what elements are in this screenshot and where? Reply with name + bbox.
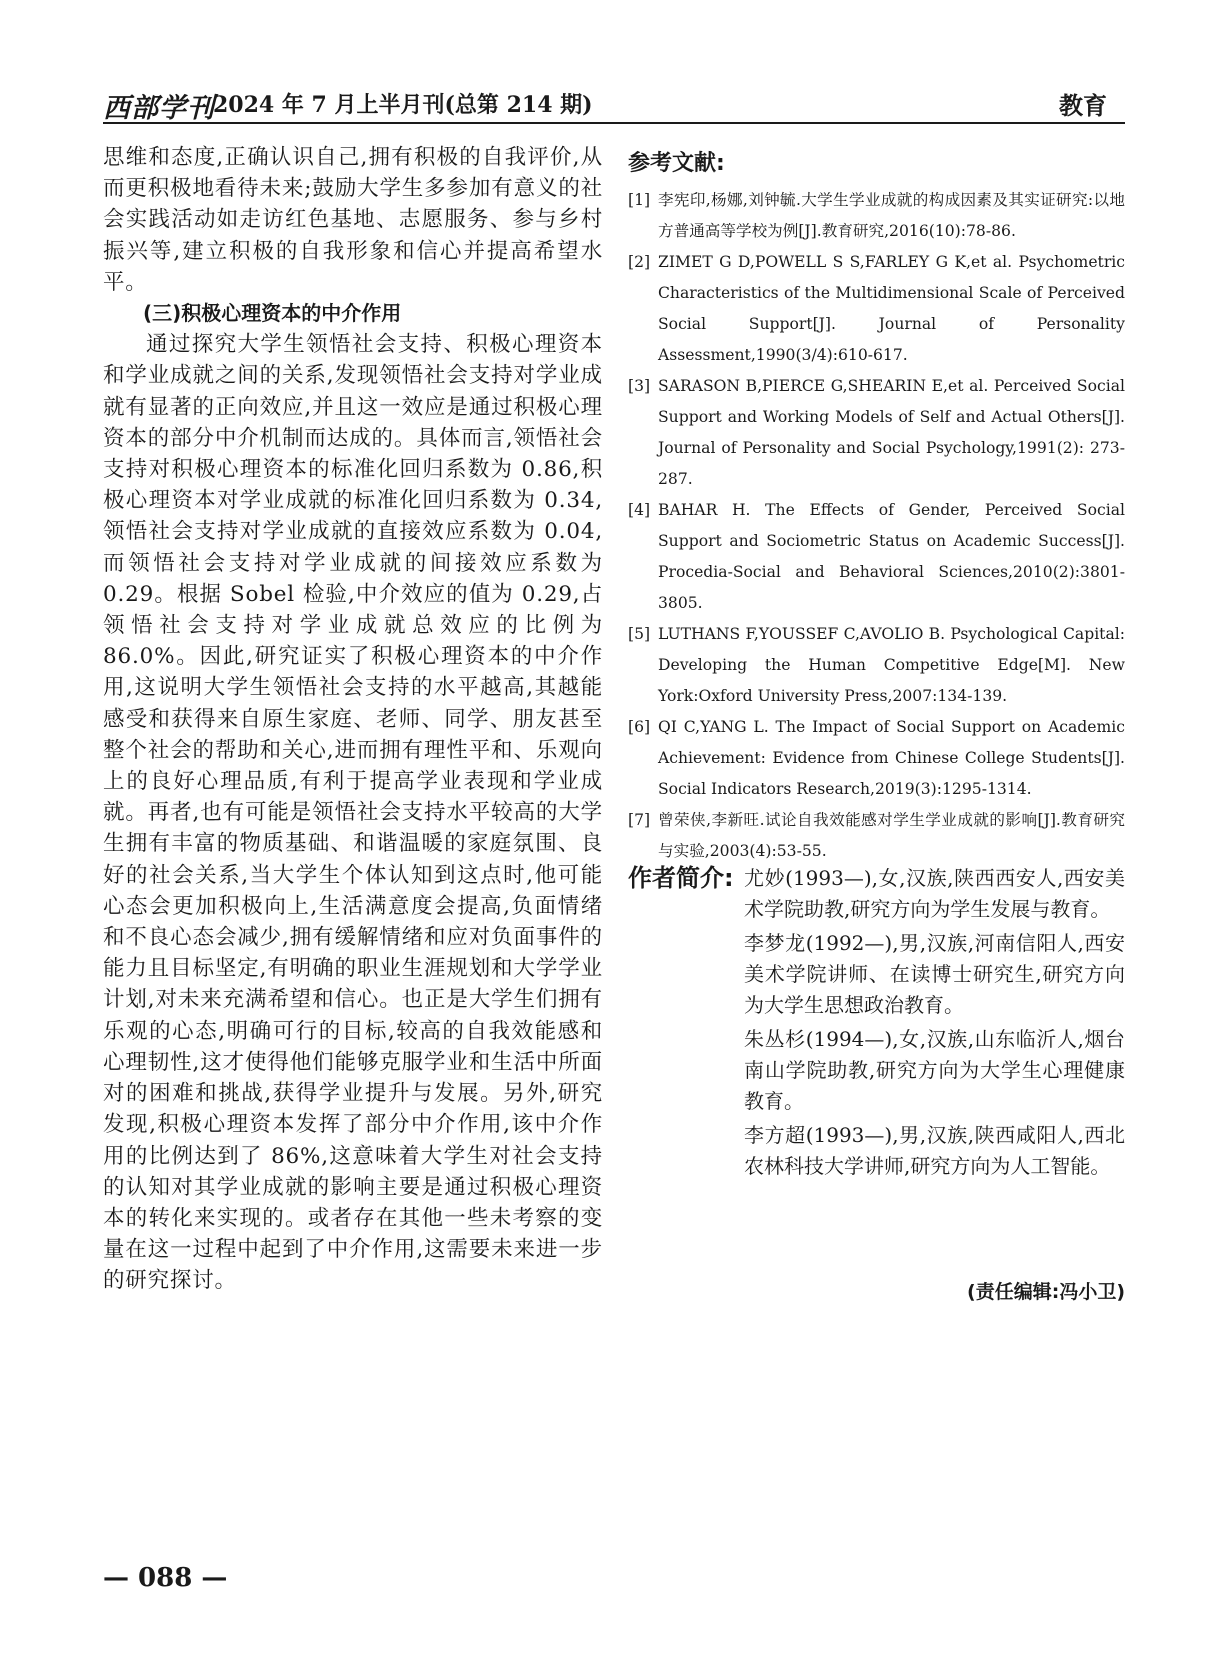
author-bio-label: 作者简介: [628, 864, 734, 892]
reference-item [628, 371, 1125, 495]
references-title: 参考文献: [628, 151, 725, 176]
reference-number: [6] [628, 718, 651, 736]
author-bio-section [628, 863, 1125, 1185]
reference-number: [7] [628, 811, 651, 829]
body-paragraph-continued: 思维和态度,正确认识自己,拥有积极的自我评价,从而更积极地看待未来;鼓励大学生多参加有意义的社会实践活动如走访红色基地、志愿服务、参与乡村振兴等,建立积极的自我形象和信心并提高希望水平。 [103, 145, 603, 295]
reference-number: [1] [628, 191, 651, 209]
reference-text: QI C,YANG L. The Impact of Social Support on Academic Achievement: Evidence from Chinese College Students[J]. Social Indicators Research,2019(3):1295-1314. [658, 718, 1125, 798]
left-column [103, 142, 603, 1297]
reference-item [628, 712, 1125, 805]
author-entry: 李梦龙(1992—),男,汉族,河南信阳人,西安美术学院讲师、在读博士研究生,研究方向为大学生思想政治教育。 [744, 931, 1125, 1017]
reference-text: SARASON B,PIERCE G,SHEARIN E,et al. Perceived Social Support and Working Models of Self and Actual Others[J]. Journal of Personality and Social Psychology,1991(2): 273-287. [658, 377, 1125, 488]
author-entry: 尤妙(1993—),女,汉族,陕西西安人,西安美术学院助教,研究方向为学生发展与教育。 [744, 866, 1125, 921]
section-subheading: (三)积极心理资本的中介作用 [143, 301, 402, 326]
reference-item [628, 495, 1125, 619]
responsible-editor: (责任编辑:冯小卫) [967, 1281, 1125, 1303]
reference-item [628, 805, 1125, 867]
journal-logo: 西部学刊 [103, 93, 215, 124]
reference-item [628, 185, 1125, 247]
reference-text: ZIMET G D,POWELL S S,FARLEY G K,et al. Psychometric Characteristics of the Multidimensional Scale of Perceived Social Support[J]. Journal of Personality Assessment,1990(3/4):610-617. [658, 253, 1125, 364]
section-name: 教育 [1059, 91, 1107, 120]
reference-number: [3] [628, 377, 651, 395]
references-section [628, 146, 1125, 867]
reference-item [628, 247, 1125, 371]
body-paragraph: 通过探究大学生领悟社会支持、积极心理资本和学业成就之间的关系,发现领悟社会支持对学业成就有显著的正向效应,并且这一效应是通过积极心理资本的部分中介机制而达成的。具体而言,领悟社会支持对积极心理资本的标准化回归系数为 0.86,积极心理资本对学业成就的标准化回归系数为 0.34,领悟社会支持对学业成就的直接效应系数为 0.04,而领悟社会支持对学业成就的间接效应系数为 0.29。根据 Sobel 检验,中介效应的值为 0.29,占领悟社会支持对学业成就总效应的比例为 86.0%。因此,研究证实了积极心理资本的中介作用,这说明大学生领悟社会支持的水平越高,其越能感受和获得来自原生家庭、老师、同学、朋友甚至整个社会的帮助和关心,进而拥有理性平和、乐观向上的良好心理品质,有利于提高学业表现和学业成就。再者,也有可能是领悟社会支持水平较高的大学生拥有丰富的物质基础、和谐温暖的家庭氛围、良好的社会关系,当大学生个体认知到这点时,他可能心态会更加积极向上,生活满意度会提高,负面情绪和不良心态会减少,拥有缓解情绪和应对负面事件的能力且目标坚定,有明确的职业生涯规划和大学学业计划,对未来充满希望和信心。也正是大学生们拥有乐观的心态,明确可行的目标,较高的自我效能感和心理韧性,这才使得他们能够克服学业和生活中所面对的困难和挑战,获得学业提升与发展。另外,研究发现,积极心理资本发挥了部分中介作用,该中介作用的比例达到了 86%,这意味着大学生对社会支持的认知对其学业成就的影响主要是通过积极心理资本的转化来实现的。或者存在其他一些未考察的变量在这一过程中起到了中介作用,这需要未来进一步的研究探讨。 [103, 332, 603, 1294]
reference-number: [5] [628, 625, 651, 643]
reference-number: [2] [628, 253, 651, 271]
reference-text: 李宪印,杨娜,刘钟毓.大学生学业成就的构成因素及其实证研究:以地方普通高等学校为例[J].教育研究,2016(10):78-86. [658, 191, 1125, 240]
page-number: — 088 — [103, 1563, 228, 1593]
reference-number: [4] [628, 501, 651, 519]
author-entry: 朱丛杉(1994—),女,汉族,山东临沂人,烟台南山学院助教,研究方向为大学生心理健康教育。 [744, 1027, 1125, 1113]
reference-item [628, 619, 1125, 712]
reference-text: LUTHANS F,YOUSSEF C,AVOLIO B. Psychological Capital: Developing the Human Competitive Edge[M]. New York:Oxford University Press,2007:134-139. [658, 625, 1125, 705]
header-rule [103, 122, 1125, 124]
author-entry: 李方超(1993—),男,汉族,陕西咸阳人,西北农林科技大学讲师,研究方向为人工智能。 [744, 1123, 1125, 1178]
reference-text: BAHAR H. The Effects of Gender, Perceived Social Support and Sociometric Status on Academic Success[J]. Procedia-Social and Behavioral Sciences,2010(2):3801-3805. [658, 501, 1125, 612]
page-header [103, 80, 1125, 124]
author-list [744, 863, 1125, 1182]
issue-info: 2024 年 7 月上半月刊(总第 214 期) [213, 92, 593, 118]
reference-text: 曾荣侠,李新旺.试论自我效能感对学生学业成就的影响[J].教育研究与实验,2003(4):53-55. [658, 811, 1125, 860]
